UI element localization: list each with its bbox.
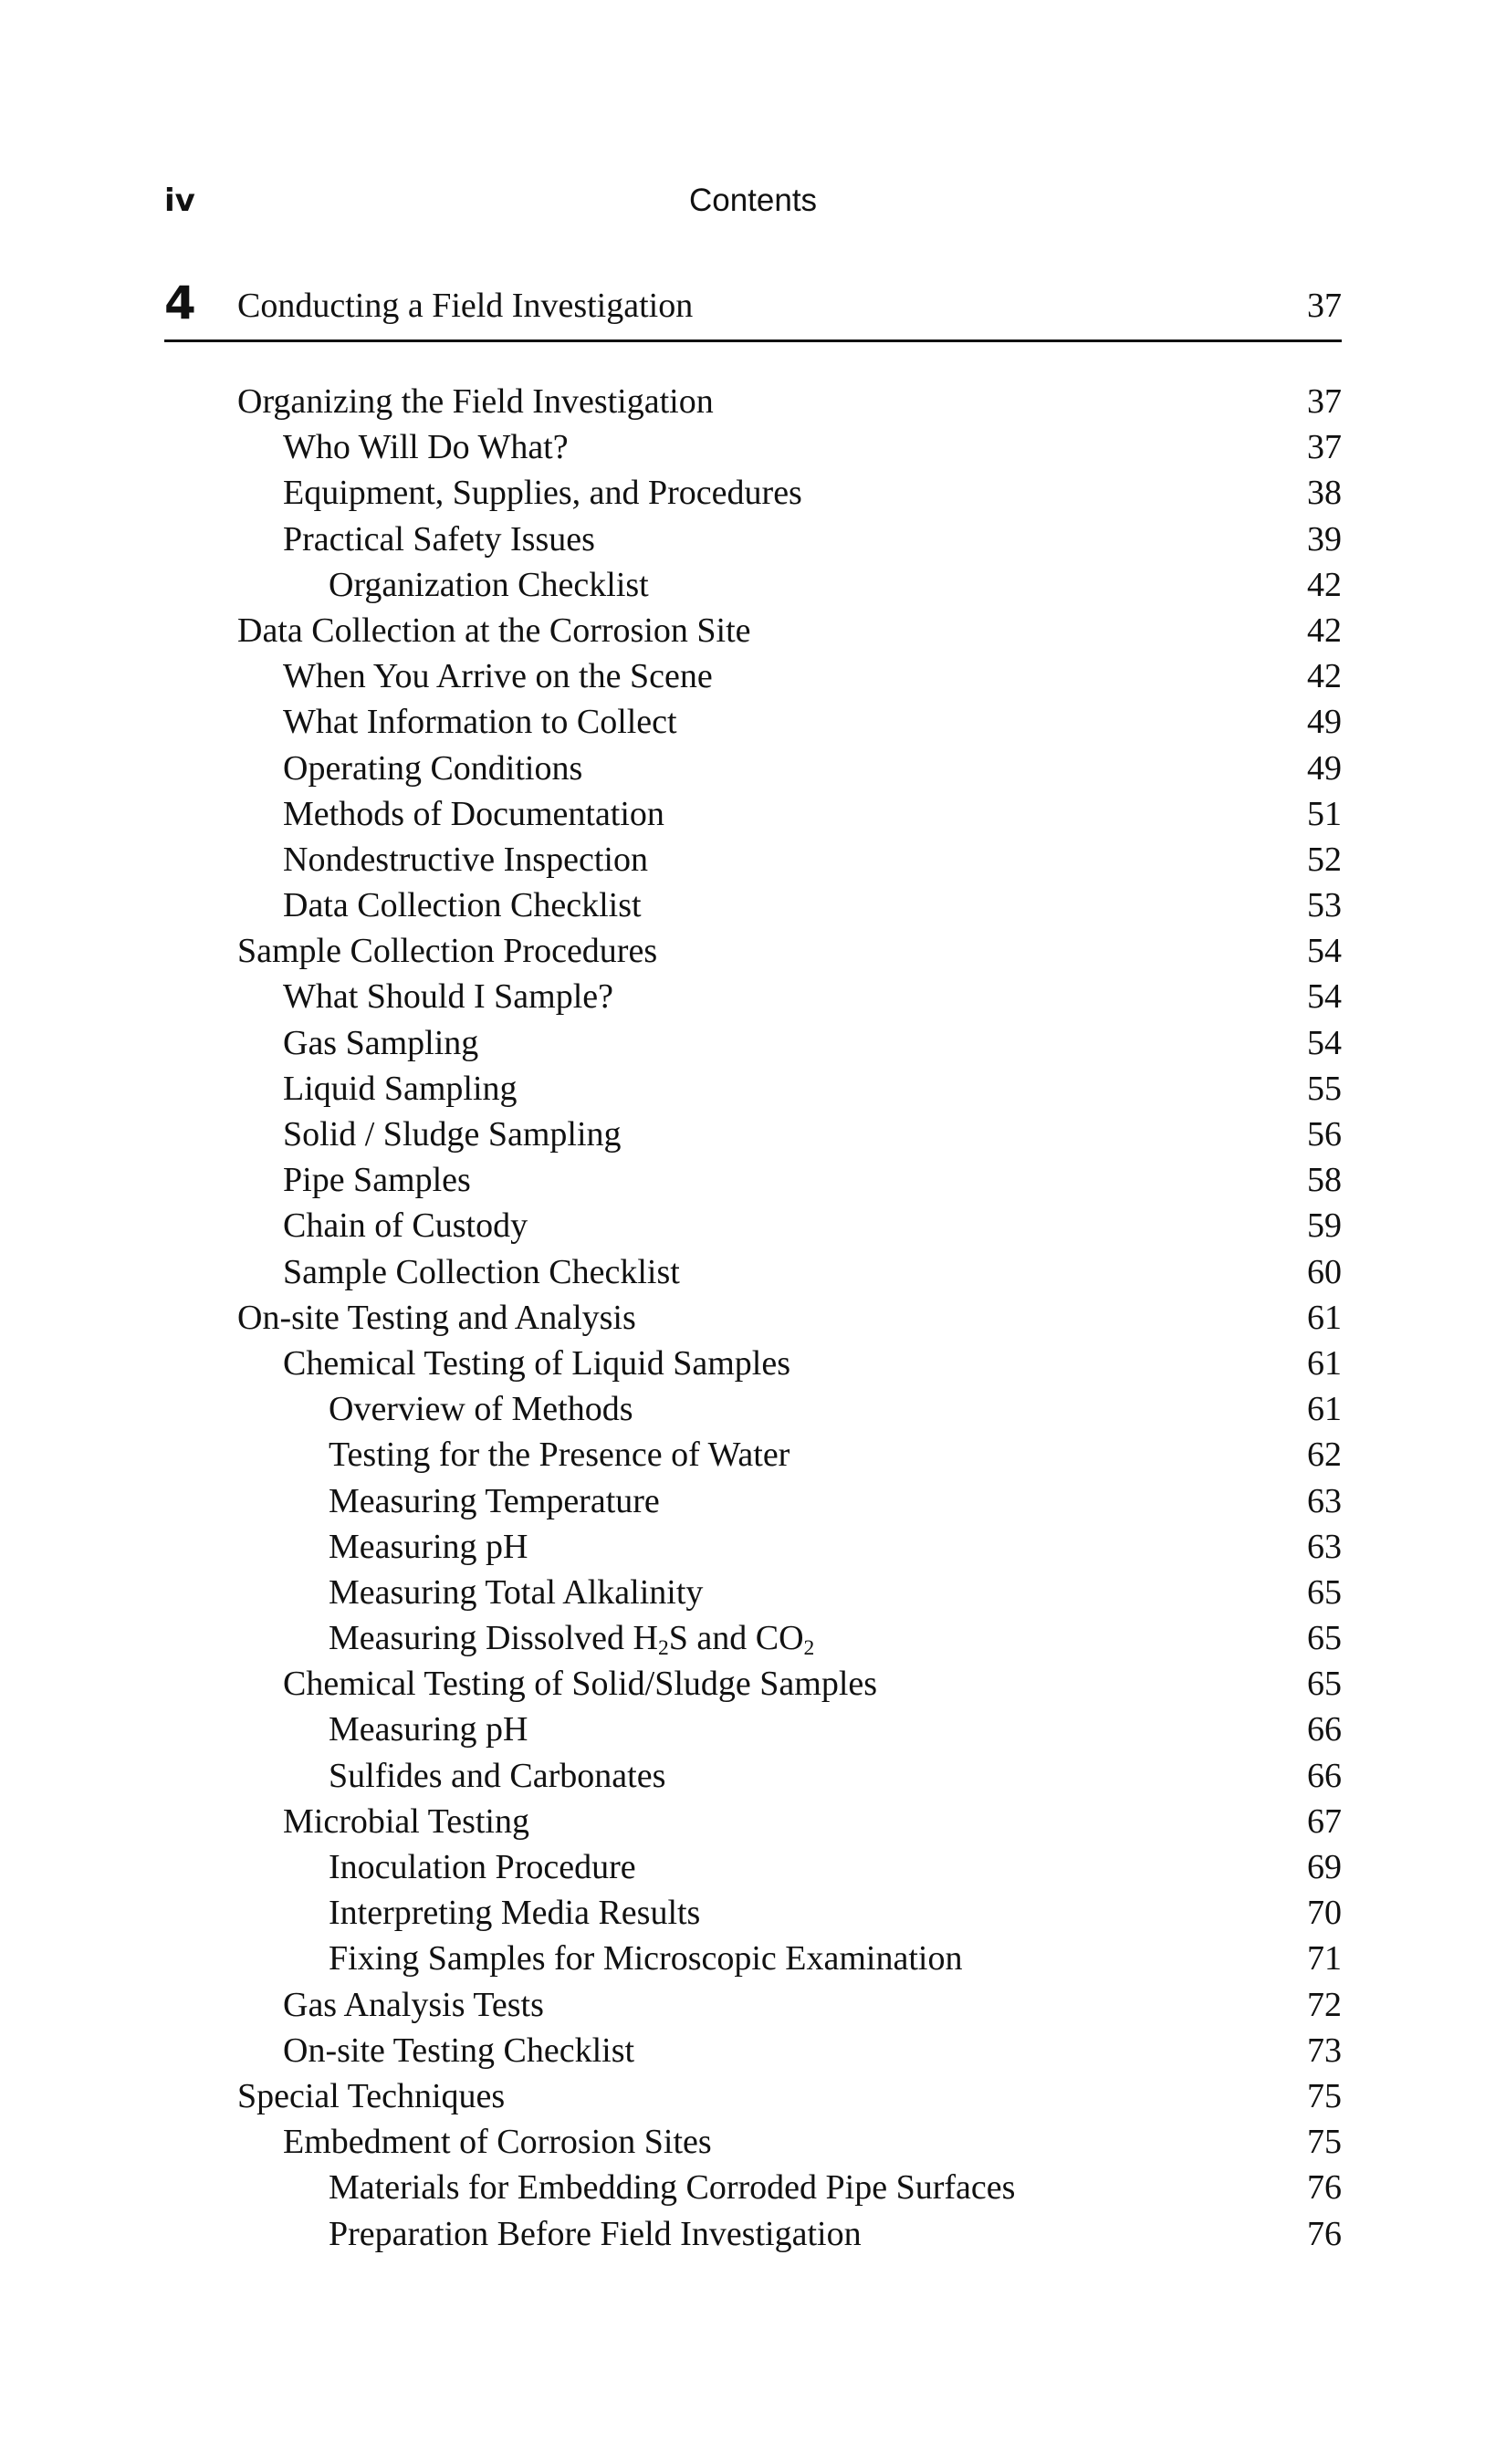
- chapter-page-number: 37: [1307, 287, 1342, 325]
- toc-entry-title: Measuring Temperature: [329, 1481, 660, 1520]
- toc-entry: [164, 1799, 1342, 1844]
- toc-entry-page: 66: [1307, 1756, 1342, 1795]
- running-head: [164, 183, 1342, 228]
- toc-entry-page: 53: [1307, 886, 1342, 925]
- toc-entry-title: Solid / Sludge Sampling: [283, 1115, 622, 1154]
- toc-entry: [164, 1844, 1342, 1890]
- toc-entry-page: 71: [1307, 1939, 1342, 1979]
- toc-entry-title: Data Collection at the Corrosion Site: [237, 611, 751, 650]
- toc-entry: [164, 746, 1342, 791]
- toc-entry: [164, 562, 1342, 608]
- toc-entry: [164, 791, 1342, 837]
- chapter-number: 4: [164, 277, 196, 329]
- toc-entry-title: Gas Sampling: [283, 1023, 479, 1062]
- toc-entry: [164, 1936, 1342, 1981]
- toc-entry-title: Microbial Testing: [283, 1801, 529, 1841]
- toc-entry-title: Methods of Documentation: [283, 794, 664, 833]
- chapter-title: Conducting a Field Investigation: [237, 287, 694, 325]
- toc-entry-title: What Should I Sample?: [283, 977, 613, 1017]
- toc-entry: [164, 2165, 1342, 2210]
- toc-entry: [164, 653, 1342, 699]
- toc-entry-page: 61: [1307, 1390, 1342, 1429]
- toc-entry: [164, 608, 1342, 653]
- toc-entry-title: Measuring pH: [329, 1527, 528, 1566]
- toc-entry-page: 54: [1307, 1023, 1342, 1062]
- toc-entry: [164, 2119, 1342, 2165]
- toc-entry-page: 63: [1307, 1527, 1342, 1566]
- chapter-heading: [164, 276, 1342, 342]
- toc-entry-page: 52: [1307, 840, 1342, 879]
- toc-entry-page: 37: [1307, 428, 1342, 467]
- toc-entry-title: Data Collection Checklist: [283, 886, 642, 925]
- toc-entry-title: Organization Checklist: [329, 565, 649, 604]
- toc-entry-page: 72: [1307, 1985, 1342, 2024]
- toc-entry: [164, 1982, 1342, 2028]
- toc-entry-page: 76: [1307, 2168, 1342, 2208]
- toc-entry-title: Liquid Sampling: [283, 1069, 518, 1108]
- toc-entry-title: Interpreting Media Results: [329, 1894, 701, 1933]
- toc-entry-title: Who Will Do What?: [283, 428, 569, 467]
- toc-entry-title: On-site Testing Checklist: [283, 2031, 635, 2070]
- toc-entry: [164, 1661, 1342, 1707]
- toc-entry-title: Preparation Before Field Investigation: [329, 2214, 862, 2253]
- toc-entry-page: 42: [1307, 657, 1342, 696]
- toc-entry-title: Organizing the Field Investigation: [237, 382, 714, 421]
- toc-entry: [164, 1890, 1342, 1936]
- toc-entry: [164, 424, 1342, 470]
- toc-entry: [164, 837, 1342, 882]
- toc-entry: [164, 1157, 1342, 1203]
- toc-entry: [164, 517, 1342, 562]
- toc-entry: [164, 1432, 1342, 1477]
- toc-entry: [164, 1020, 1342, 1066]
- toc-entry-page: 39: [1307, 519, 1342, 559]
- toc-entry-title: Testing for the Presence of Water: [329, 1436, 790, 1475]
- toc-entry-page: 54: [1307, 977, 1342, 1017]
- table-of-contents: [164, 379, 1342, 2257]
- toc-entry: [164, 1112, 1342, 1157]
- toc-entry-title: Gas Analysis Tests: [283, 1985, 544, 2024]
- toc-entry: [164, 1478, 1342, 1524]
- toc-entry-title: Fixing Samples for Microscopic Examination: [329, 1939, 963, 1979]
- toc-entry: [164, 1386, 1342, 1432]
- toc-entry-page: 49: [1307, 748, 1342, 788]
- toc-entry-page: 62: [1307, 1436, 1342, 1475]
- toc-entry: [164, 1570, 1342, 1615]
- toc-entry-title: Chemical Testing of Solid/Sludge Samples: [283, 1665, 878, 1704]
- toc-entry-page: 61: [1307, 1298, 1342, 1337]
- toc-entry-page: 56: [1307, 1115, 1342, 1154]
- toc-entry-page: 65: [1307, 1665, 1342, 1704]
- toc-entry: [164, 2073, 1342, 2119]
- toc-entry: [164, 470, 1342, 516]
- toc-entry-page: 37: [1307, 382, 1342, 421]
- toc-entry-title: Practical Safety Issues: [283, 519, 595, 559]
- toc-entry-title: Sample Collection Procedures: [237, 932, 658, 971]
- toc-entry-title: Materials for Embedding Corroded Pipe Surfaces: [329, 2168, 1016, 2208]
- toc-entry-page: 55: [1307, 1069, 1342, 1108]
- toc-entry-page: 63: [1307, 1481, 1342, 1520]
- toc-entry-title: Pipe Samples: [283, 1161, 471, 1200]
- toc-entry-page: 58: [1307, 1161, 1342, 1200]
- toc-entry-title: Sample Collection Checklist: [283, 1252, 680, 1291]
- toc-entry-page: 65: [1307, 1572, 1342, 1612]
- toc-entry-page: 75: [1307, 2076, 1342, 2115]
- toc-entry: [164, 1615, 1342, 1661]
- toc-entry-title: Operating Conditions: [283, 748, 583, 788]
- toc-entry-page: 42: [1307, 565, 1342, 604]
- toc-entry-page: 51: [1307, 794, 1342, 833]
- toc-entry-title: Sulfides and Carbonates: [329, 1756, 666, 1795]
- toc-entry: [164, 1341, 1342, 1386]
- toc-entry-title: Nondestructive Inspection: [283, 840, 648, 879]
- toc-entry: [164, 2211, 1342, 2257]
- toc-entry: [164, 379, 1342, 424]
- toc-entry-title: Measuring Total Alkalinity: [329, 1572, 704, 1612]
- toc-entry: [164, 1524, 1342, 1570]
- toc-entry-page: 42: [1307, 611, 1342, 650]
- toc-entry-title: Embedment of Corrosion Sites: [283, 2123, 712, 2162]
- toc-entry-page: 73: [1307, 2031, 1342, 2070]
- toc-entry-title: Inoculation Procedure: [329, 1848, 636, 1886]
- page-folio: iv: [164, 183, 195, 219]
- toc-entry-page: 76: [1307, 2214, 1342, 2253]
- toc-entry: [164, 928, 1342, 974]
- toc-entry: [164, 1066, 1342, 1112]
- toc-entry-title: Measuring Dissolved $H_2S$ and $CO_2$: [329, 1619, 815, 1660]
- toc-entry-title: Special Techniques: [237, 2076, 506, 2115]
- toc-entry-page: 69: [1307, 1848, 1342, 1886]
- toc-entry-page: 66: [1307, 1710, 1342, 1749]
- running-head-title: Contents: [688, 183, 818, 218]
- toc-entry-page: 65: [1307, 1619, 1342, 1658]
- toc-entry: [164, 1203, 1342, 1248]
- toc-entry: [164, 882, 1342, 928]
- toc-entry: [164, 1753, 1342, 1799]
- toc-entry: [164, 1249, 1342, 1295]
- toc-entry: [164, 2028, 1342, 2073]
- toc-entry: [164, 699, 1342, 745]
- toc-entry-title: On-site Testing and Analysis: [237, 1298, 636, 1337]
- toc-entry-page: 61: [1307, 1343, 1342, 1383]
- toc-entry-page: 67: [1307, 1801, 1342, 1841]
- toc-entry-title: Overview of Methods: [329, 1390, 633, 1429]
- toc-entry: [164, 1295, 1342, 1341]
- toc-entry-title: Measuring pH: [329, 1710, 528, 1749]
- toc-entry-title: What Information to Collect: [283, 703, 677, 742]
- toc-entry-page: 60: [1307, 1252, 1342, 1291]
- toc-entry-page: 54: [1307, 932, 1342, 971]
- toc-entry-page: 75: [1307, 2123, 1342, 2162]
- toc-entry-page: 70: [1307, 1894, 1342, 1933]
- toc-entry: [164, 1707, 1342, 1752]
- toc-entry-page: 59: [1307, 1206, 1342, 1246]
- toc-entry-page: 49: [1307, 703, 1342, 742]
- toc-entry-title: When You Arrive on the Scene: [283, 657, 713, 696]
- toc-entry-title: Chain of Custody: [283, 1206, 528, 1246]
- toc-entry-page: 38: [1307, 474, 1342, 513]
- toc-entry-title: Chemical Testing of Liquid Samples: [283, 1343, 791, 1383]
- toc-entry-title: Equipment, Supplies, and Procedures: [283, 474, 802, 513]
- toc-entry: [164, 974, 1342, 1019]
